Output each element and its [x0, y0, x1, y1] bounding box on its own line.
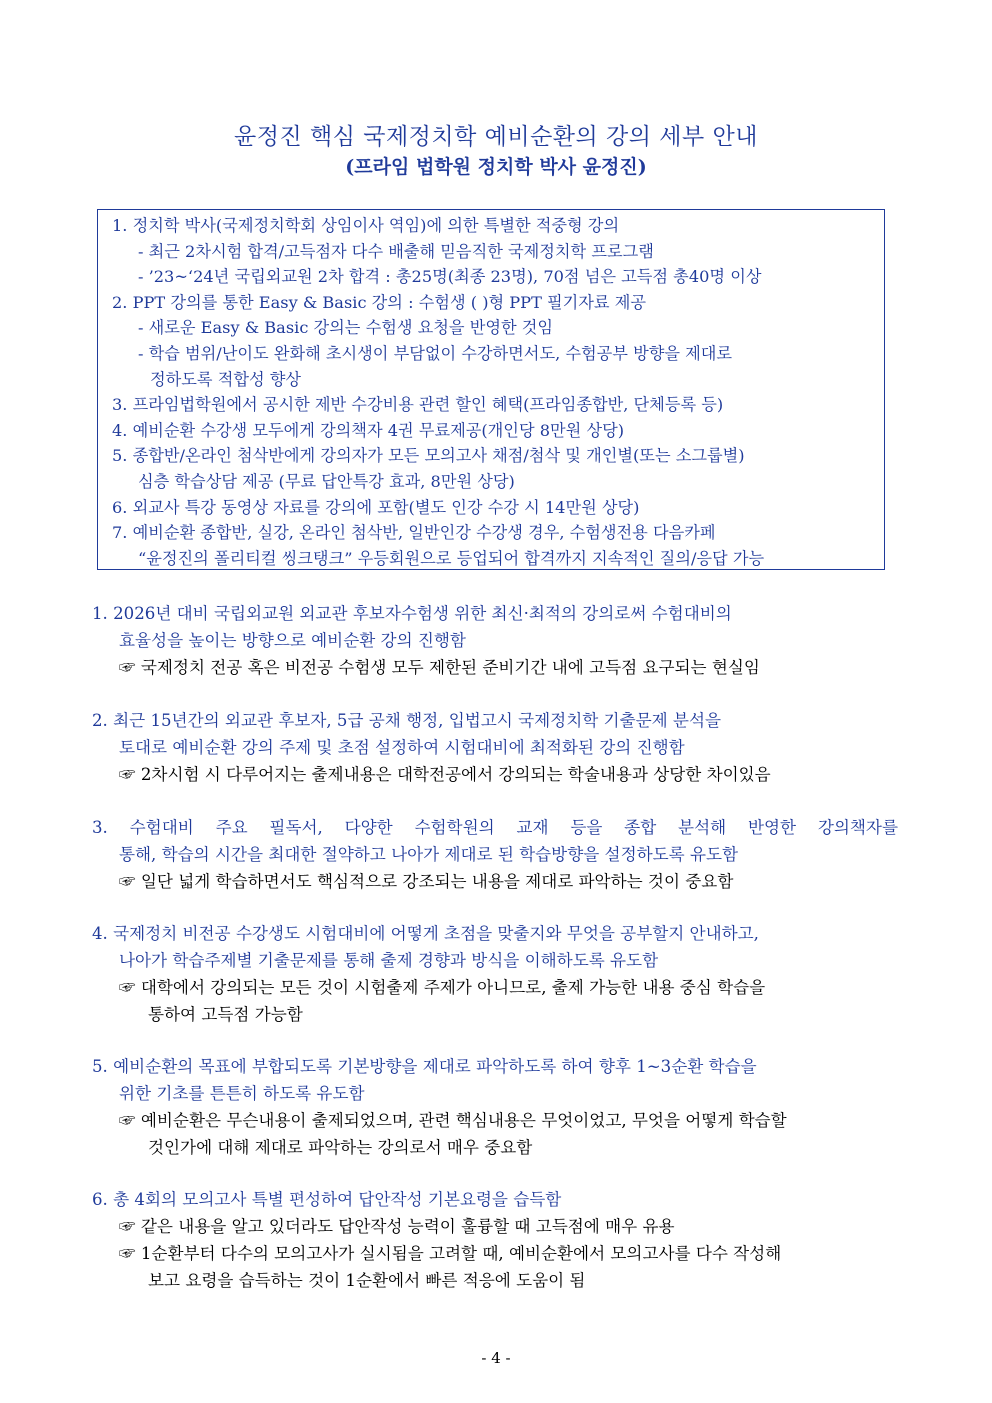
section-2 [92, 707, 898, 788]
section-note: ☞ 예비순환은 무슨내용이 출제되었으며, 관련 핵심내용은 무엇이었고, 무엇을 어떻게 학습할 [119, 1111, 787, 1130]
box-line: - 새로운 Easy & Basic 강의는 수험생 요청을 반영한 것임 [138, 318, 554, 338]
box-line: 5. 종합반/온라인 첨삭반에게 강의자가 모든 모의고사 채점/첨삭 및 개인별(또는 소그룹별) [112, 446, 745, 466]
section-note: ☞ 대학에서 강의되는 모든 것이 시험출제 주제가 아니므로, 출제 가능한 내용 중심 학습을 [119, 978, 766, 997]
section-heading-cont: 위한 기초를 튼튼히 하도록 유도함 [119, 1084, 365, 1103]
box-line: 정하도록 적합성 향상 [150, 369, 302, 389]
section-note: ☞ 1순환부터 다수의 모의고사가 실시됨을 고려할 때, 예비순환에서 모의고사를 다수 작성해 [119, 1244, 782, 1263]
box-line: “윤정진의 폴리티컬 씽크탱크” 우등회원으로 등업되어 합격까지 지속적인 질의/응답 가능 [138, 548, 765, 568]
box-line: 심층 학습상담 제공 (무료 답안특강 효과, 8만원 상당) [138, 471, 515, 491]
section-1 [92, 600, 898, 681]
box-line: 6. 외교사 특강 동영상 자료를 강의에 포함(별도 인강 수강 시 14만원 상당) [112, 497, 640, 517]
section-heading: 4. 국제정치 비전공 수강생도 시험대비에 어떻게 초점을 맞출지와 무엇을 공부할지 안내하고, [92, 924, 759, 943]
box-line: - 학습 범위/난이도 완화해 초시생이 부담없이 수강하면서도, 수험공부 방향을 제대로 [138, 343, 733, 363]
section-note: ☞ 일단 넓게 학습하면서도 핵심적으로 강조되는 내용을 제대로 파악하는 것이 중요함 [119, 872, 734, 891]
summary-box [97, 209, 885, 570]
box-line: 3. 프라임법학원에서 공시한 제반 수강비용 관련 할인 혜택(프라임종합반, 단체등록 등) [112, 395, 724, 415]
section-note: ☞ 2차시험 시 다루어지는 출제내용은 대학전공에서 강의되는 학술내용과 상당한 차이있음 [119, 765, 771, 784]
section-heading: 5. 예비순환의 목표에 부합되도록 기본방향을 제대로 파악하도록 하여 향후 1~3순환 학습을 [92, 1057, 757, 1076]
section-heading: 3. 수험대비 주요 필독서, 다양한 수험학원의 교재 등을 종합 분석해 반영한 강의책자를 [92, 818, 898, 837]
section-5 [92, 1053, 898, 1161]
section-3 [92, 814, 898, 895]
box-line: 4. 예비순환 수강생 모두에게 강의책자 4권 무료제공(개인당 8만원 상당) [112, 420, 625, 440]
section-note-cont: 통하여 고득점 가능함 [148, 1005, 303, 1024]
section-heading: 6. 총 4회의 모의고사 특별 편성하여 답안작성 기본요령을 습득함 [92, 1190, 562, 1209]
box-line: 2. PPT 강의를 통한 Easy & Basic 강의 : 수험생 ( )형 PPT 필기자료 제공 [112, 292, 646, 312]
box-line: 7. 예비순환 종합반, 실강, 온라인 첨삭반, 일반인강 수강생 경우, 수험생전용 다음카페 [112, 523, 716, 543]
section-heading: 2. 최근 15년간의 외교관 후보자, 5급 공채 행정, 입법고시 국제정치학 기출문제 분석을 [92, 711, 722, 730]
section-note-cont: 것인가에 대해 제대로 파악하는 강의로서 매우 중요함 [148, 1138, 533, 1157]
page-title: 윤정진 핵심 국제정치학 예비순환의 강의 세부 안내 [234, 124, 758, 150]
section-heading-cont: 통해, 학습의 시간을 최대한 절약하고 나아가 제대로 된 학습방향을 설정하도록 유도함 [119, 845, 739, 864]
section-6 [92, 1186, 898, 1294]
page-subtitle: (프라임 법학원 정치학 박사 윤정진) [345, 156, 647, 178]
section-note: ☞ 국제정치 전공 혹은 비전공 수험생 모두 제한된 준비기간 내에 고득점 요구되는 현실임 [119, 658, 760, 677]
page-number: - 4 - [481, 1349, 511, 1367]
box-line: - ’23~‘24년 국립외교원 2차 합격 : 총25명(최종 23명), 70점 넘은 고득점 총40명 이상 [138, 267, 762, 287]
section-heading-cont: 효율성을 높이는 방향으로 예비순환 강의 진행함 [119, 631, 466, 650]
section-4 [92, 920, 898, 1028]
box-line: 1. 정치학 박사(국제정치학회 상임이사 역임)에 의한 특별한 적중형 강의 [112, 216, 620, 235]
section-heading: 1. 2026년 대비 국립외교원 외교관 후보자수험생 위한 최신·최적의 강의로써 수험대비의 [92, 604, 732, 623]
section-heading-cont: 나아가 학습주제별 기출문제를 통해 출제 경향과 방식을 이해하도록 유도함 [119, 951, 659, 970]
section-note-cont: 보고 요령을 습득하는 것이 1순환에서 빠른 적응에 도움이 됨 [148, 1271, 586, 1290]
box-line: - 최근 2차시험 합격/고득점자 다수 배출해 믿음직한 국제정치학 프로그램 [138, 241, 654, 261]
section-heading-cont: 토대로 예비순환 강의 주제 및 초점 설정하여 시험대비에 최적화된 강의 진행함 [119, 738, 685, 757]
section-note: ☞ 같은 내용을 알고 있더라도 답안작성 능력이 훌륭할 때 고득점에 매우 유용 [119, 1217, 675, 1236]
